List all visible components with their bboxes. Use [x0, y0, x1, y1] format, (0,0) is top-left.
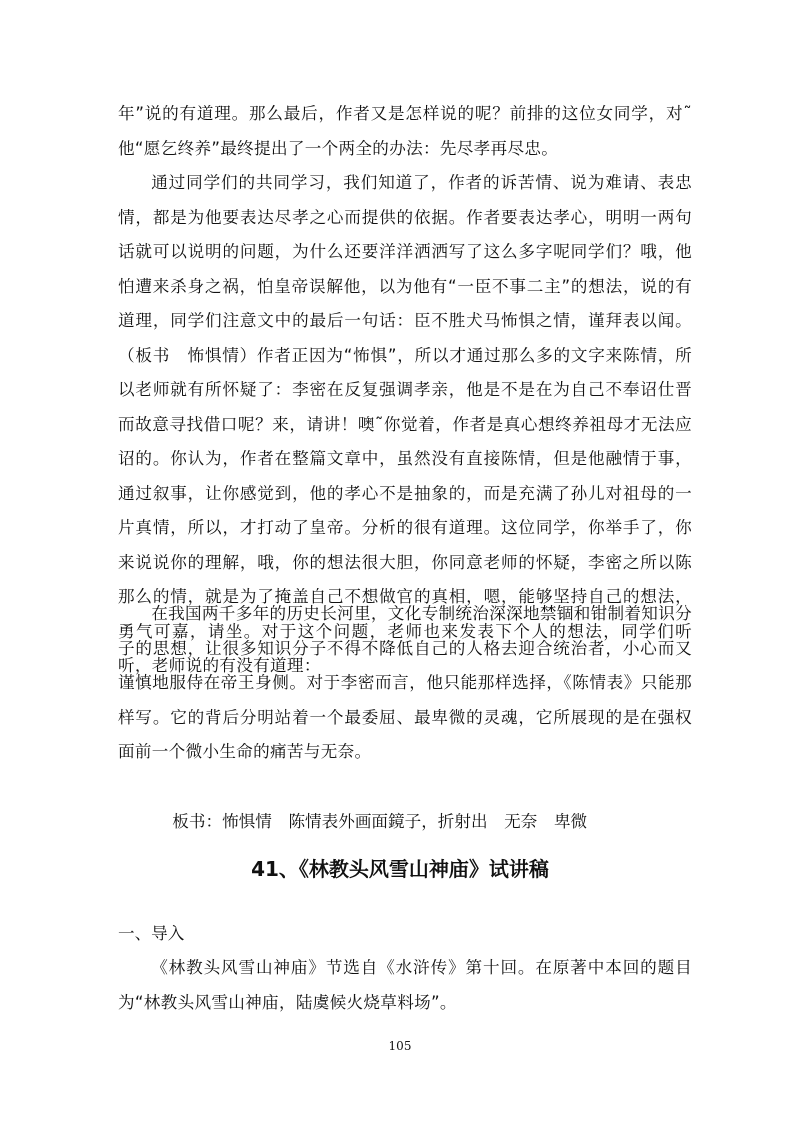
section-subheading: 一、导入 — [118, 924, 185, 943]
teacher-view-paragraph — [118, 597, 692, 770]
continuation-paragraph — [118, 97, 692, 166]
teacher-view-text: 在我国两千多年的历史长河里，文化专制统治深深地禁锢和钳制着知识分子的思想，让很多知识分子不得不降低自己的人格去迎合统治者，小心而又谨慎地服侍在帝王身侧。对于李密而言，他只能那样选择，《陈情表》只能那样写。它的背后分明站着一个最委屈、最卑微的灵魂，它所展现的是在强权面前一个微小生命的痛苦与无奈。 — [118, 604, 692, 761]
intro-paragraph — [118, 951, 692, 1020]
continuation-text: 年”说的有道理。那么最后，作者又是怎样说的呢？前排的这位女同学，对˜他“愿乞终养”最终提出了一个两全的办法：先尽孝再尽忠。 — [118, 104, 692, 158]
section-title: 41、《林教头风雪山神庙》试讲稿 — [251, 857, 549, 881]
board-notes-text: 板书：怖惧情 陈情表外画面鏡子，折射出 无奈 卑微 — [172, 811, 588, 831]
page-number: 105 — [388, 1039, 412, 1053]
intro-text: 《林教头风雪山神庙》节选自《水浒传》第十回。在原著中本回的题目为“林教头风雪山神庙，陆虞候火烧草料场”。 — [118, 958, 692, 1012]
analysis-text: 通过同学们的共同学习，我们知道了，作者的诉苦情、说为难请、表忠情，都是为他要表达尽孝之心而提供的依据。作者要表达孝心，明明一两句话就可以说明的问题，为什么还要洋洋洒洒写了这么多字呢同学们？哦，他怕遭来杀身之祸，怕皇帝误解他，以为他有“一臣不事二主”的想法，说的有道理，同学们注意文中的最后一句话：臣不胜犬马怖惧之情，谨拜表以闻。（板书 怖惧情）作者正因为“怖惧”，所以才通过那么多的文字来陈情，所以老师就有所怀疑了：李密在反复强调孝亲，他是不是在为自己不奉诏仕晋而故意寻找借口呢？来，请讲！噢˜你觉着，作者是真心想终养祖母才无法应诏的。你认为，作者在整篇文章中，虽然没有直接陈情，但是他融情于事，通过叙事，让你感觉到，他的孝心不是抽象的，而是充满了孙儿对祖母的一片真情，所以，才打动了皇帝。分析的很有道理。这位同学，你举手了，你来说说你的理解，哦，你的想法很大胆，你同意老师的怀疑，李密之所以陈那么的情，就是为了掩盖自己不想做官的真相，嗯，能够坚持自己的想法，勇气可嘉，请坐。对于这个问题，老师也来发表下个人的想法，同学们听听，老师说的有没有道理： — [118, 173, 692, 675]
